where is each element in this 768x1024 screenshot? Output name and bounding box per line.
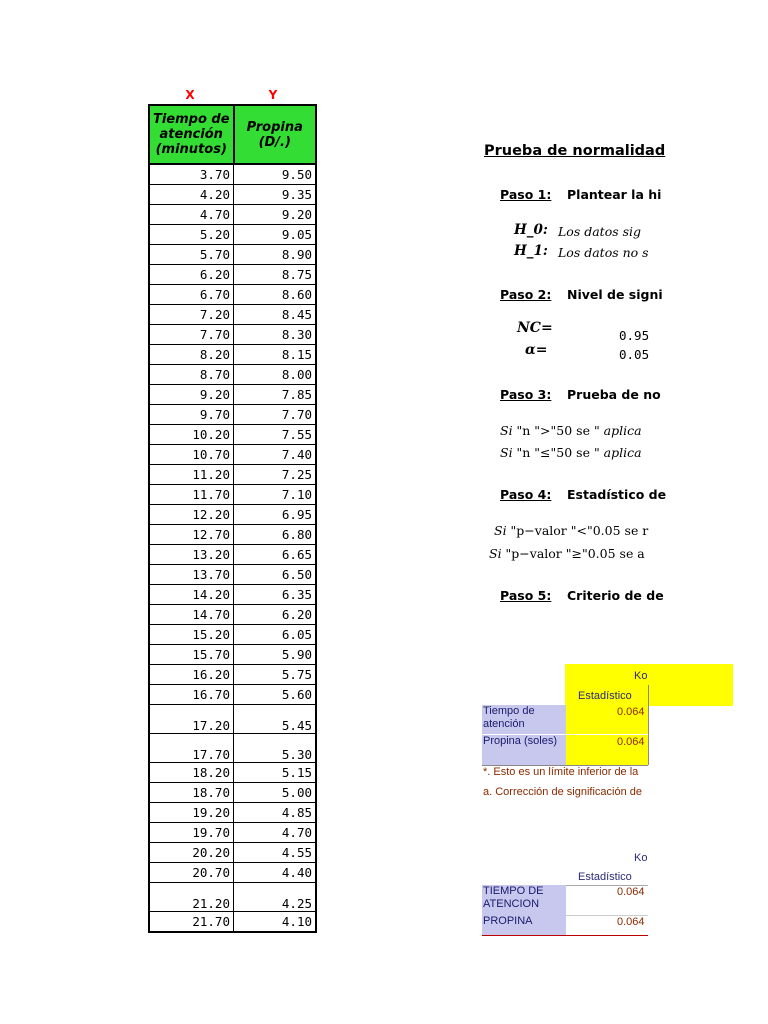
- table-row: [149, 863, 316, 883]
- tiempo-cell[interactable]: 14.70: [149, 605, 234, 625]
- propina-cell[interactable]: 8.60: [234, 285, 317, 305]
- table-row: [149, 763, 316, 783]
- table-row: [149, 645, 316, 665]
- spss2-row-propina-label: PROPINA: [482, 915, 566, 935]
- propina-cell[interactable]: 8.00: [234, 365, 317, 385]
- table-row: [149, 185, 316, 205]
- table-row: [149, 565, 316, 585]
- table-row: [149, 225, 316, 245]
- tiempo-cell[interactable]: 18.20: [149, 763, 234, 783]
- tiempo-cell[interactable]: 8.20: [149, 345, 234, 365]
- propina-cell[interactable]: 6.20: [234, 605, 317, 625]
- table-row: [149, 625, 316, 645]
- tiempo-cell[interactable]: 15.20: [149, 625, 234, 645]
- propina-cell[interactable]: 9.05: [234, 225, 317, 245]
- spss2-ko-title: Ko: [634, 852, 648, 864]
- tiempo-cell[interactable]: 6.70: [149, 285, 234, 305]
- propina-cell[interactable]: 7.10: [234, 485, 317, 505]
- table-row: [149, 585, 316, 605]
- spss1-ko-title: Ko: [634, 670, 648, 682]
- tiempo-cell[interactable]: 17.20: [149, 705, 234, 734]
- tiempo-cell[interactable]: 9.70: [149, 405, 234, 425]
- tiempo-cell[interactable]: 16.20: [149, 665, 234, 685]
- propina-cell[interactable]: 6.80: [234, 525, 317, 545]
- propina-cell[interactable]: 8.15: [234, 345, 317, 365]
- propina-cell[interactable]: 6.05: [234, 625, 317, 645]
- rule-paso3-a: Si "n ">"50 se " aplica: [500, 423, 642, 438]
- spss2-bottom-rule: [482, 935, 648, 936]
- column-letter-y: Y: [268, 88, 278, 102]
- propina-cell[interactable]: 4.55: [234, 843, 317, 863]
- propina-cell[interactable]: 5.60: [234, 685, 317, 705]
- propina-cell[interactable]: 8.90: [234, 245, 317, 265]
- tiempo-cell[interactable]: 7.20: [149, 305, 234, 325]
- spss1-row-tiempo-value: 0.064: [617, 706, 645, 718]
- tiempo-cell[interactable]: 11.70: [149, 485, 234, 505]
- propina-cell[interactable]: 9.35: [234, 185, 317, 205]
- header-tiempo[interactable]: Tiempo de atención (minutos): [149, 105, 234, 164]
- rule-paso4-a: Si "p−valor "<"0.05 se r: [494, 523, 649, 538]
- page-title: Prueba de normalidad: [484, 143, 666, 159]
- tiempo-cell[interactable]: 21.70: [149, 912, 234, 933]
- propina-cell[interactable]: 8.75: [234, 265, 317, 285]
- paso1-text: Plantear la hi: [567, 187, 662, 202]
- propina-cell[interactable]: 6.50: [234, 565, 317, 585]
- table-row: [149, 912, 316, 933]
- propina-cell[interactable]: 7.85: [234, 385, 317, 405]
- propina-cell[interactable]: 7.55: [234, 425, 317, 445]
- propina-cell[interactable]: 4.70: [234, 823, 317, 843]
- table-row: [149, 843, 316, 863]
- tiempo-cell[interactable]: 5.20: [149, 225, 234, 245]
- table-row: [149, 485, 316, 505]
- table-row: [149, 365, 316, 385]
- tiempo-cell[interactable]: 7.70: [149, 325, 234, 345]
- tiempo-cell[interactable]: 4.20: [149, 185, 234, 205]
- paso4-label: Paso 4:: [500, 487, 552, 502]
- propina-cell[interactable]: 5.75: [234, 665, 317, 685]
- table-row: [149, 425, 316, 445]
- propina-cell[interactable]: 4.40: [234, 863, 317, 883]
- table-row: [149, 245, 316, 265]
- paso2-text: Nivel de signi: [567, 287, 663, 302]
- propina-cell[interactable]: 6.35: [234, 585, 317, 605]
- h0-text: Los datos sig: [558, 224, 642, 239]
- spss1-footnote-1: *. Esto es un límite inferior de la: [483, 766, 639, 778]
- table-row: [149, 525, 316, 545]
- tiempo-cell[interactable]: 15.70: [149, 645, 234, 665]
- rule-paso4-b: Si "p−valor "≥"0.05 se a: [489, 546, 645, 561]
- table-row: [149, 325, 316, 345]
- table-row: [149, 783, 316, 803]
- table-row: [149, 405, 316, 425]
- propina-cell[interactable]: 9.50: [234, 164, 317, 185]
- h1-text: Los datos no s: [558, 245, 649, 260]
- propina-cell[interactable]: 5.45: [234, 705, 317, 734]
- tiempo-cell[interactable]: 9.20: [149, 385, 234, 405]
- propina-cell[interactable]: 4.25: [234, 883, 317, 912]
- tiempo-cell[interactable]: 18.70: [149, 783, 234, 803]
- propina-cell[interactable]: 5.90: [234, 645, 317, 665]
- spss1-row-propina-value: 0.064: [617, 736, 645, 748]
- table-row: [149, 385, 316, 405]
- tiempo-cell[interactable]: 3.70: [149, 164, 234, 185]
- paso5-text: Criterio de de: [567, 588, 664, 603]
- paso4-text: Estadístico de: [567, 487, 667, 502]
- tiempo-cell[interactable]: 21.20: [149, 883, 234, 912]
- propina-cell[interactable]: 9.20: [234, 205, 317, 225]
- tiempo-cell[interactable]: 20.70: [149, 863, 234, 883]
- column-letter-x: X: [185, 88, 195, 102]
- spss2-row-tiempo-label: TIEMPO DE ATENCION: [482, 885, 566, 915]
- propina-cell[interactable]: 7.70: [234, 405, 317, 425]
- tiempo-cell[interactable]: 5.70: [149, 245, 234, 265]
- propina-cell[interactable]: 6.65: [234, 545, 317, 565]
- table-row: [149, 285, 316, 305]
- tiempo-cell[interactable]: 19.70: [149, 823, 234, 843]
- spss2-row-propina-value: 0.064: [617, 916, 645, 928]
- paso2-label: Paso 2:: [500, 287, 552, 302]
- table-row: [149, 505, 316, 525]
- h1-label: H_1:: [514, 243, 548, 259]
- paso5-label: Paso 5:: [500, 588, 552, 603]
- alpha-label: α=: [525, 342, 548, 358]
- table-row: [149, 665, 316, 685]
- table-row: [149, 164, 316, 185]
- table-row: [149, 823, 316, 843]
- propina-cell[interactable]: 7.25: [234, 465, 317, 485]
- table-row: [149, 345, 316, 365]
- spss1-divider: [648, 685, 649, 765]
- paso3-text: Prueba de no: [567, 387, 661, 402]
- tiempo-cell[interactable]: 13.70: [149, 565, 234, 585]
- table-row: [149, 883, 316, 912]
- tiempo-cell[interactable]: 6.20: [149, 265, 234, 285]
- tiempo-cell[interactable]: 16.70: [149, 685, 234, 705]
- table-row: [149, 305, 316, 325]
- tiempo-cell[interactable]: 4.70: [149, 205, 234, 225]
- tiempo-cell[interactable]: 17.70: [149, 734, 234, 763]
- spss2-col-estadistico: Estadístico: [578, 871, 632, 883]
- nc-label: NC=: [517, 320, 553, 336]
- tiempo-cell[interactable]: 12.70: [149, 525, 234, 545]
- propina-cell[interactable]: 4.85: [234, 803, 317, 823]
- table-row: [149, 265, 316, 285]
- table-row: [149, 205, 316, 225]
- data-table: [148, 104, 317, 933]
- header-propina[interactable]: Propina (D/.): [234, 105, 317, 164]
- spss1-footnote-2: a. Corrección de significación de: [483, 786, 642, 798]
- table-row: [149, 685, 316, 705]
- rule-paso3-b: Si "n "≤"50 se " aplica: [500, 445, 642, 460]
- spss1-col-estadistico: Estadístico: [578, 690, 632, 702]
- propina-cell[interactable]: 8.30: [234, 325, 317, 345]
- paso1-label: Paso 1:: [500, 187, 552, 202]
- table-row: [149, 734, 316, 763]
- tiempo-cell[interactable]: 11.20: [149, 465, 234, 485]
- table-row: [149, 605, 316, 625]
- table-row: [149, 445, 316, 465]
- propina-cell[interactable]: 7.40: [234, 445, 317, 465]
- tiempo-cell[interactable]: 13.20: [149, 545, 234, 565]
- tiempo-cell[interactable]: 19.20: [149, 803, 234, 823]
- spss1-row-propina-label: Propina (soles): [482, 735, 566, 765]
- tiempo-cell[interactable]: 14.20: [149, 585, 234, 605]
- table-row: [149, 803, 316, 823]
- propina-cell[interactable]: 5.30: [234, 734, 317, 763]
- spss1-row-tiempo-label: Tiempo de atención: [482, 705, 566, 734]
- nc-value: 0.95: [619, 328, 650, 343]
- propina-cell[interactable]: 5.00: [234, 783, 317, 803]
- paso3-label: Paso 3:: [500, 387, 552, 402]
- tiempo-cell[interactable]: 10.70: [149, 445, 234, 465]
- h0-label: H_0:: [514, 222, 548, 238]
- propina-cell[interactable]: 8.45: [234, 305, 317, 325]
- tiempo-cell[interactable]: 8.70: [149, 365, 234, 385]
- propina-cell[interactable]: 6.95: [234, 505, 317, 525]
- tiempo-cell[interactable]: 10.20: [149, 425, 234, 445]
- tiempo-cell[interactable]: 12.20: [149, 505, 234, 525]
- propina-cell[interactable]: 4.10: [234, 912, 317, 933]
- table-row: [149, 705, 316, 734]
- spss2-row-tiempo-value: 0.064: [617, 886, 645, 898]
- tiempo-cell[interactable]: 20.20: [149, 843, 234, 863]
- table-row: [149, 465, 316, 485]
- alpha-value: 0.05: [619, 347, 650, 362]
- table-row: [149, 545, 316, 565]
- propina-cell[interactable]: 5.15: [234, 763, 317, 783]
